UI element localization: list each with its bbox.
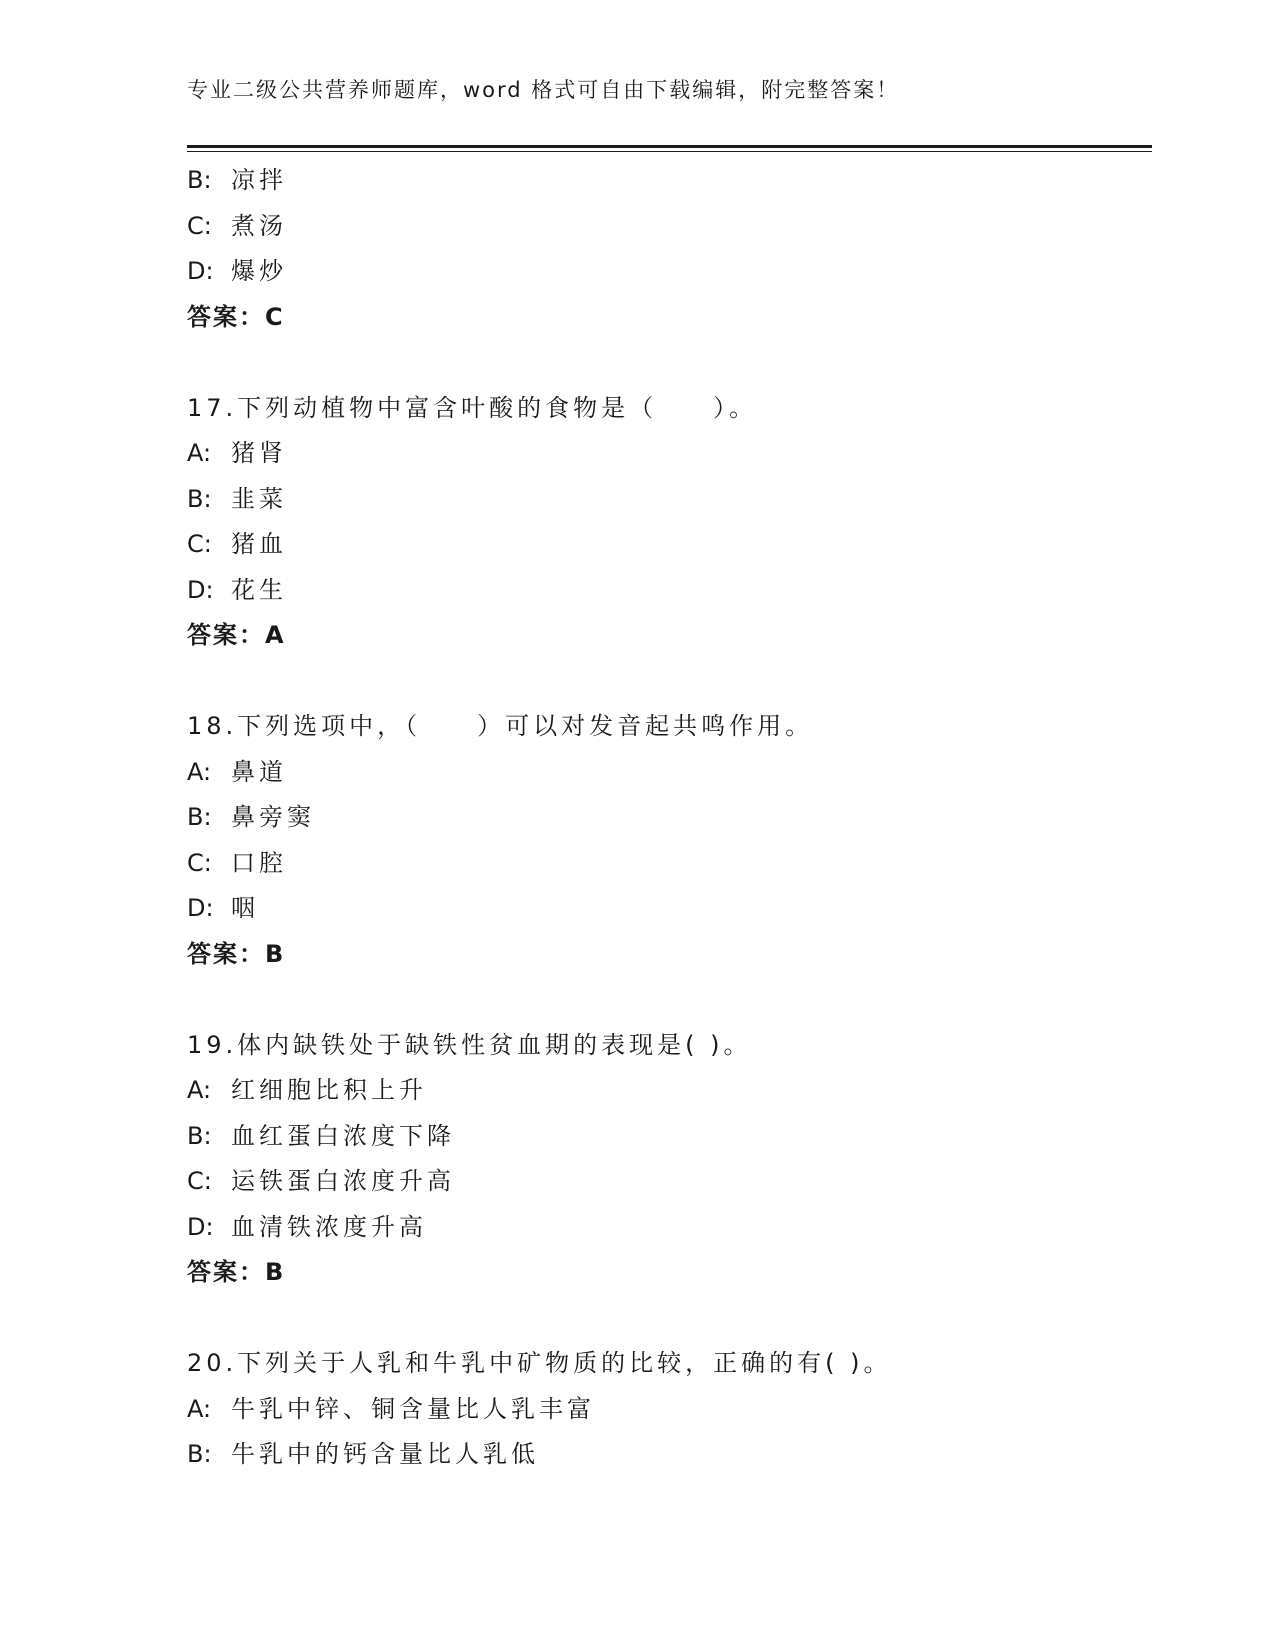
spacer <box>187 659 1147 705</box>
option-key: D: <box>187 257 214 285</box>
option-text: 红细胞比积上升 <box>231 1076 427 1104</box>
option-key: B: <box>187 1440 212 1468</box>
option-line <box>187 1068 1147 1114</box>
answer-line: 答案：B <box>187 1258 286 1286</box>
option-line <box>187 1114 1147 1160</box>
option-line <box>187 568 1147 614</box>
question-list <box>187 158 1147 1478</box>
question-stem: 19.体内缺铁处于缺铁性贫血期的表现是( )。 <box>187 1030 752 1059</box>
option-key: A: <box>187 1076 212 1104</box>
option-key: C: <box>187 211 212 240</box>
option-key: C: <box>187 1167 212 1195</box>
option-key: B: <box>187 803 212 831</box>
question-stem: 18.下列选项中，（ ）可以对发音起共鸣作用。 <box>187 712 814 740</box>
option-line <box>187 841 1147 887</box>
option-key: A: <box>187 757 212 786</box>
option-key: B: <box>187 484 212 513</box>
option-key: D: <box>187 575 214 604</box>
answer-line: 答案：A <box>187 621 286 649</box>
answer-line: 答案：B <box>187 939 286 968</box>
option-text: 运铁蛋白浓度升高 <box>231 1167 455 1195</box>
option-text: 咽 <box>231 894 259 922</box>
option-line <box>187 1432 1147 1478</box>
option-line <box>187 1205 1147 1251</box>
option-text: 花生 <box>231 575 287 604</box>
question-block-16 <box>187 158 1147 340</box>
spacer <box>187 340 1147 386</box>
question-block-19 <box>187 1023 1147 1296</box>
spacer <box>187 977 1147 1023</box>
option-text: 血红蛋白浓度下降 <box>231 1121 455 1150</box>
option-key: D: <box>187 894 214 922</box>
option-line <box>187 477 1147 523</box>
option-text: 煮汤 <box>231 211 287 240</box>
option-line <box>187 249 1147 295</box>
option-text: 血清铁浓度升高 <box>231 1212 427 1241</box>
option-line <box>187 522 1147 568</box>
option-text: 猪血 <box>231 530 287 558</box>
option-key: B: <box>187 166 212 194</box>
option-line <box>187 204 1147 250</box>
option-text: 鼻道 <box>231 757 287 786</box>
option-text: 韭菜 <box>231 484 287 513</box>
option-line <box>187 1159 1147 1205</box>
option-line <box>187 886 1147 932</box>
header-divider-thin <box>187 151 1152 152</box>
question-block-20 <box>187 1341 1147 1478</box>
question-stem: 20.下列关于人乳和牛乳中矿物质的比较，正确的有( )。 <box>187 1349 892 1377</box>
page-header: 专业二级公共营养师题库，word 格式可自由下载编辑，附完整答案！ <box>187 78 900 102</box>
question-block-18 <box>187 704 1147 977</box>
option-key: C: <box>187 530 212 558</box>
spacer <box>187 1296 1147 1342</box>
option-line <box>187 1387 1147 1433</box>
option-line <box>187 750 1147 796</box>
option-text: 口腔 <box>231 848 287 877</box>
option-line <box>187 158 1147 204</box>
answer-line: 答案：C <box>187 302 285 331</box>
option-text: 爆炒 <box>231 257 287 285</box>
option-key: A: <box>187 439 212 467</box>
option-key: C: <box>187 848 212 877</box>
question-block-17 <box>187 386 1147 659</box>
option-text: 牛乳中锌、铜含量比人乳丰富 <box>231 1394 595 1423</box>
option-key: B: <box>187 1121 212 1150</box>
option-line <box>187 431 1147 477</box>
option-key: D: <box>187 1212 214 1241</box>
option-line <box>187 795 1147 841</box>
option-key: A: <box>187 1394 212 1423</box>
question-stem: 17.下列动植物中富含叶酸的食物是（ ）。 <box>187 393 758 422</box>
header-divider-thick <box>187 145 1152 148</box>
option-text: 猪肾 <box>231 439 287 467</box>
option-text: 牛乳中的钙含量比人乳低 <box>231 1440 539 1468</box>
option-text: 鼻旁窦 <box>231 803 315 831</box>
option-text: 凉拌 <box>231 166 287 194</box>
